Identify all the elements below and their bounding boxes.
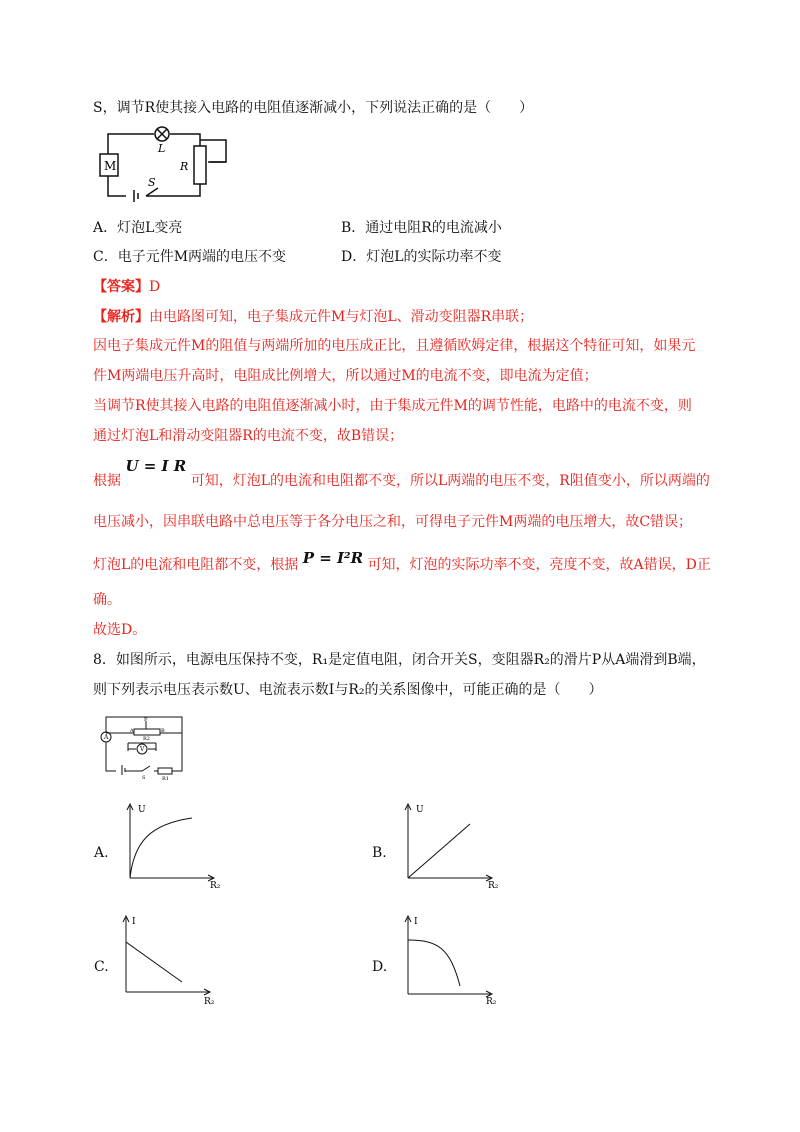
graph-b-axis-u: U	[416, 805, 424, 815]
q8-option-b-label: B.	[372, 845, 387, 861]
q7-analysis-line-5: 通过灯泡L和滑动变阻器R的电流不变，故B错误；	[93, 428, 404, 444]
q7-analysis-line-6	[93, 457, 710, 491]
graph-a-axis-r2: R₂	[210, 881, 221, 891]
graph-c-axis-r2: R₂	[204, 997, 215, 1007]
q7-analysis-line-2: 因电子集成元件M的阻值与两端所加的电压成正比，且遵循欧姆定律，根据这个特征可知，如果元	[93, 338, 696, 354]
q7-circuit-diagram	[96, 126, 236, 206]
q8-label-s: S	[142, 775, 146, 781]
formula-power: P = I²R	[302, 549, 364, 567]
q8-label-r2: R2	[143, 736, 150, 742]
q8-option-d-label: D.	[372, 959, 388, 975]
q8-circuit-diagram	[98, 713, 188, 781]
genju-text: 根据	[93, 473, 121, 489]
q7-analysis-line-10: 故选D。	[93, 622, 147, 638]
q7-option-a: A．灯泡L变亮	[93, 220, 183, 236]
graph-b-axis-r2: R₂	[488, 881, 499, 891]
answer-tag: 【答案】	[93, 279, 149, 295]
q8-label-a-end: A	[130, 728, 134, 734]
q8-graph-b	[398, 802, 499, 891]
analysis-tag: 【解析】	[93, 309, 149, 325]
q8-option-c-label: C.	[94, 959, 109, 975]
graph-b-line	[408, 824, 470, 878]
analysis-text-6: 可知，灯泡L的电流和电阻都不变，所以L两端的电压不变，R阻值变小，所以两端的	[190, 473, 710, 489]
analysis-text: 由电路图可知，电子集成元件M与灯泡L、滑动变阻器R串联；	[149, 309, 534, 325]
q7-option-c: C．电子元件M两端的电压不变	[93, 249, 287, 265]
formula-ohm: U = I R	[125, 457, 187, 475]
q8-stem-line-1: 8．如图所示，电源电压保持不变，R₁是定值电阻，闭合开关S，变阻器R₂的滑片P从A端滑到B端，	[93, 652, 706, 668]
analysis-text-8a: 灯泡L的电流和电阻都不变，根据	[93, 557, 299, 573]
q7-label-m: M	[104, 159, 117, 173]
q7-label-l: L	[158, 142, 166, 155]
q7-analysis-line-3: 件M两端电压升高时，电阻成比例增大，所以通过M的电流不变，即电流为定值；	[93, 368, 598, 384]
graph-d-axis-i: I	[414, 917, 418, 927]
q8-option-a-label: A.	[94, 845, 109, 861]
graph-d-axis-r2: R₂	[486, 997, 497, 1007]
graph-c-axis-i: I	[132, 917, 136, 927]
graph-a-axis-u: U	[138, 805, 146, 815]
q8-stem-line-2: 则下列表示电压表示数U、电流表示数I与R₂的关系图像中，可能正确的是（ ）	[93, 682, 603, 698]
q8-label-b-end: B	[161, 728, 165, 734]
q8-graph-c	[116, 914, 216, 1007]
q7-option-d: D．灯泡L的实际功率不变	[341, 249, 502, 265]
q7-label-s: S	[148, 176, 156, 189]
q7-analysis-line-4: 当调节R使其接入电路的电阻值逐渐减小时，由于集成元件M的调节性能，电路中的电流不变，则	[93, 398, 692, 414]
q7-answer	[93, 277, 160, 297]
q7-stem: S，调节R使其接入电路的电阻值逐渐减小，下列说法正确的是（ ）	[93, 100, 534, 116]
q7-analysis-line-1	[93, 307, 533, 327]
q7-analysis-line-9: 确。	[93, 592, 121, 608]
q7-option-b: B．通过电阻R的电流减小	[341, 220, 502, 236]
q8-label-ammeter: A	[104, 734, 109, 741]
graph-d-curve	[408, 940, 460, 986]
q8-label-r1: R1	[162, 776, 169, 782]
q8-graph-d	[398, 914, 498, 1007]
graph-c-line	[126, 942, 182, 982]
q7-analysis-line-8	[93, 549, 711, 575]
q8-label-p: P	[144, 717, 148, 723]
q7-label-r: R	[180, 160, 189, 173]
analysis-text-8b: 可知，灯泡的实际功率不变，亮度不变，故A错误，D正	[367, 557, 711, 573]
graph-a-curve	[130, 818, 192, 878]
q8-graph-a	[120, 802, 221, 891]
answer-value: D	[149, 279, 161, 295]
q8-label-voltmeter: V	[140, 746, 145, 753]
q7-analysis-line-7: 电压减小，因串联电路中总电压等于各分电压之和，可得电子元件M两端的电压增大，故C错误；	[93, 514, 693, 530]
